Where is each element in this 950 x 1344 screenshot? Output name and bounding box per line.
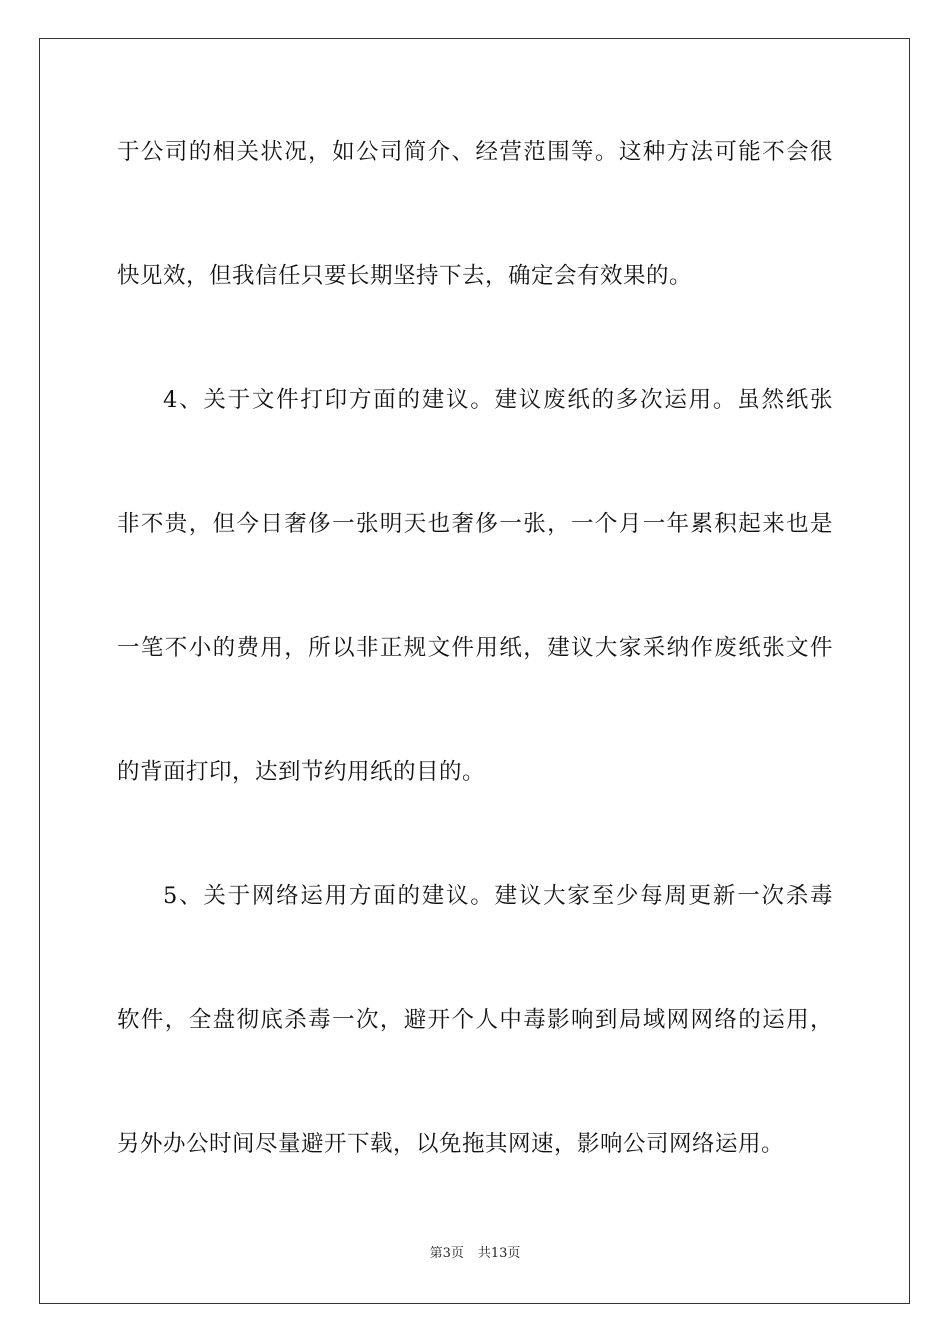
page-border [39,38,910,1304]
paragraph-line: 一笔不小的费用，所以非正规文件用纸，建议大家采纳作废纸张文件 [117,635,833,661]
paragraph-line: 非不贵，但今日奢侈一张明天也奢侈一张，一个月一年累积起来也是 [117,511,833,537]
page-number: 第3页 [429,1246,464,1261]
paragraph-line: 快见效，但我信任只要长期坚持下去，确定会有效果的。 [117,263,693,289]
paragraph-line: 软件，全盘彻底杀毒一次，避开个人中毒影响到局域网网络的运用， [117,1007,833,1033]
paragraph-line: 5、关于网络运用方面的建议。建议大家至少每周更新一次杀毒 [163,883,833,909]
paragraph-line: 于公司的相关状况，如公司简介、经营范围等。这种方法可能不会很 [117,139,833,165]
page-total: 共13页 [477,1246,521,1261]
paragraph-line: 的背面打印，达到节约用纸的目的。 [117,759,486,785]
paragraph-line: 4、关于文件打印方面的建议。建议废纸的多次运用。虽然纸张 [163,387,833,413]
page-footer [0,1245,950,1263]
paragraph-line: 另外办公时间尽量避开下载，以免拖其网速，影响公司网络运用。 [117,1131,785,1157]
